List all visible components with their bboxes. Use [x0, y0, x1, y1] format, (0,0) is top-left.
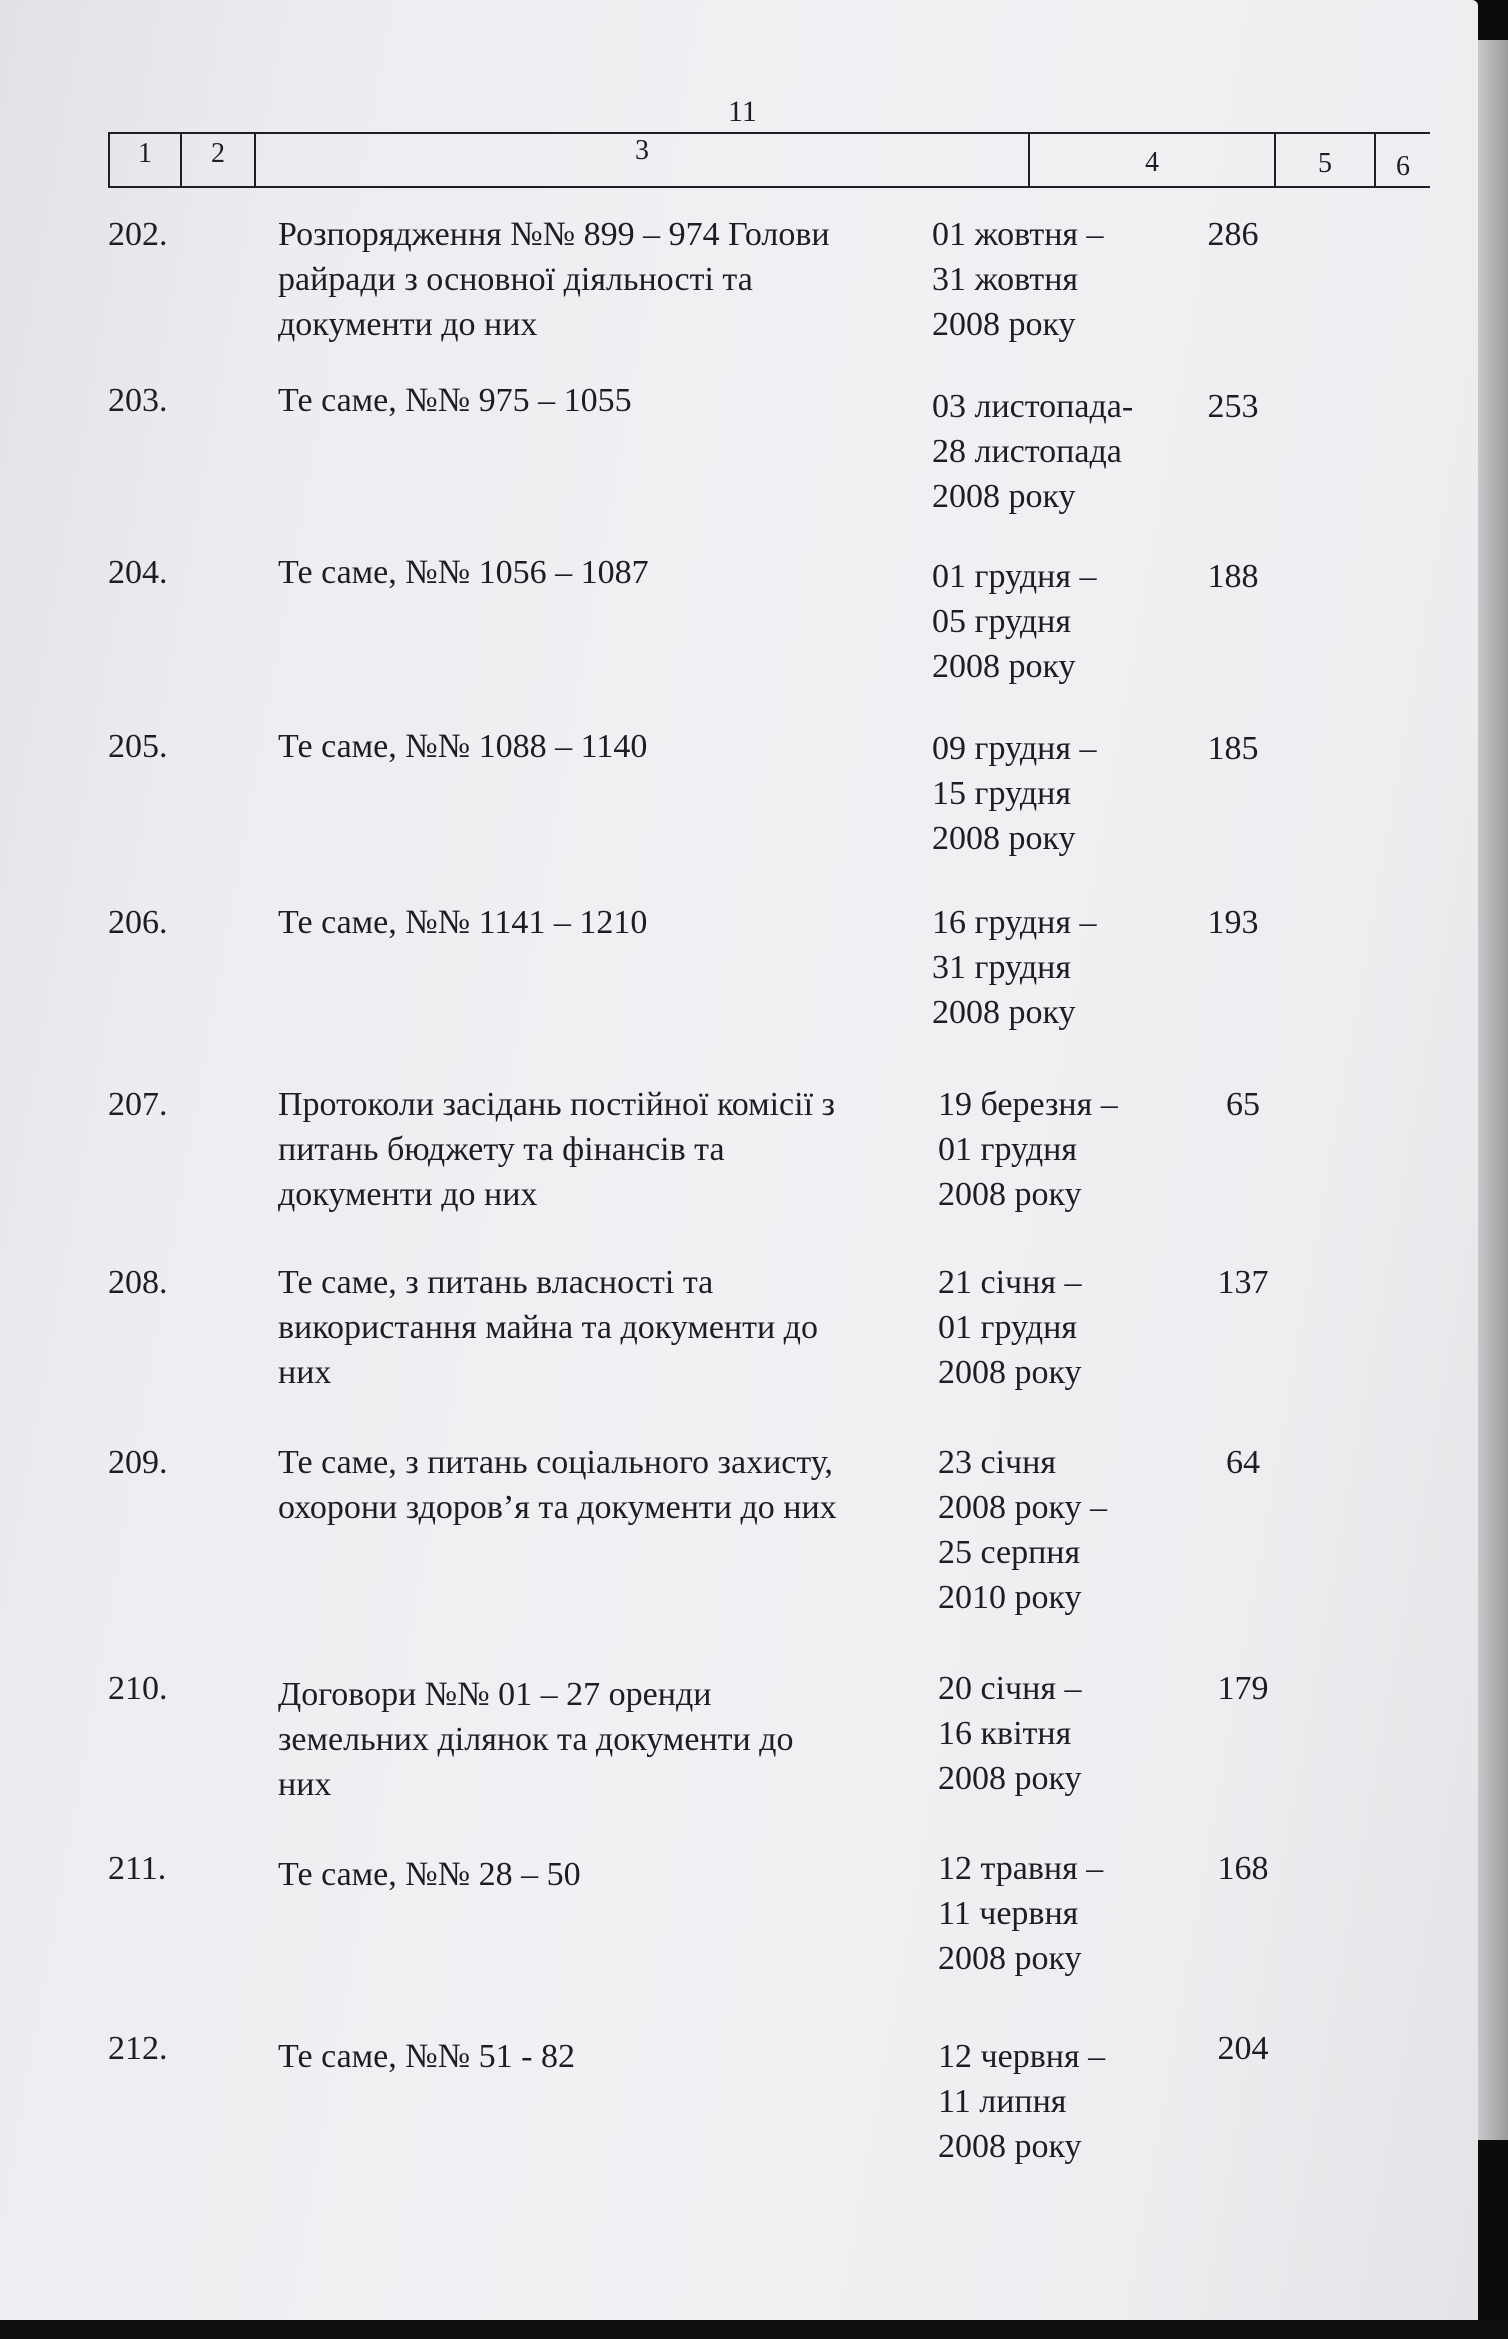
- row-title-line: охорони здоров’я та документи до них: [278, 1489, 837, 1526]
- row-date-line: 23 січня: [938, 1444, 1056, 1481]
- row-date-line: 2008 року –: [938, 1489, 1108, 1526]
- row-dates: [932, 384, 1172, 519]
- row-date-line: 01 жовтня –: [932, 216, 1104, 253]
- row-count: 65: [1226, 1086, 1260, 1123]
- row-count: 204: [1217, 2030, 1269, 2067]
- row-number: 206.: [108, 904, 168, 941]
- row-number: 208.: [108, 1264, 168, 1301]
- row-title-line: Те саме, №№ 1088 – 1140: [278, 728, 648, 765]
- row-date-line: 2008 року: [938, 1760, 1082, 1797]
- row-count: 137: [1217, 1264, 1269, 1301]
- row-title: [278, 724, 918, 769]
- row-count: 286: [1207, 216, 1259, 253]
- row-number: 212.: [108, 2030, 168, 2067]
- row-title: [278, 1440, 918, 1530]
- header-col-3: 3: [256, 134, 1030, 186]
- row-dates: [938, 1440, 1178, 1620]
- row-date-line: 01 грудня: [938, 1131, 1077, 1168]
- row-date-line: 28 листопада: [932, 433, 1122, 470]
- row-title-line: Те саме, №№ 975 – 1055: [278, 382, 632, 419]
- row-dates: [938, 1260, 1178, 1395]
- row-title: [278, 2034, 918, 2079]
- row-dates: [932, 554, 1172, 689]
- row-dates: [932, 726, 1172, 861]
- row-date-line: 16 квітня: [938, 1715, 1072, 1752]
- row-dates: [938, 1666, 1178, 1801]
- row-count: 64: [1226, 1444, 1260, 1481]
- row-number: 202.: [108, 216, 168, 253]
- row-number: 203.: [108, 382, 168, 419]
- page-number: 11: [728, 95, 757, 128]
- row-title-line: райради з основної діяльності та: [278, 261, 753, 298]
- row-date-line: 15 грудня: [932, 775, 1071, 812]
- row-title-line: Договори №№ 01 – 27 оренди: [278, 1676, 712, 1713]
- row-date-line: 11 червня: [938, 1895, 1079, 1932]
- row-date-line: 03 листопада-: [932, 388, 1134, 425]
- row-number: 205.: [108, 728, 168, 765]
- row-count: 253: [1207, 388, 1259, 425]
- row-date-line: 05 грудня: [932, 603, 1071, 640]
- row-title-line: Протоколи засідань постійної комісії з: [278, 1086, 835, 1123]
- row-count: 193: [1207, 904, 1259, 941]
- row-date-line: 19 березня –: [938, 1086, 1118, 1123]
- row-title-line: Те саме, №№ 28 – 50: [278, 1856, 581, 1893]
- row-title: [278, 900, 918, 945]
- row-date-line: 16 грудня –: [932, 904, 1097, 941]
- row-date-line: 25 серпня: [938, 1534, 1081, 1571]
- row-title: [278, 212, 918, 347]
- row-date-line: 2008 року: [932, 820, 1076, 857]
- row-title: [278, 1082, 918, 1217]
- page-edge-shadow: [1478, 40, 1508, 2140]
- row-date-line: 12 травня –: [938, 1850, 1104, 1887]
- header-col-5: 5: [1276, 134, 1376, 186]
- row-date-line: 01 грудня: [938, 1309, 1077, 1346]
- row-title-line: Те саме, №№ 51 - 82: [278, 2038, 575, 2075]
- row-dates: [938, 1082, 1178, 1217]
- row-title: [278, 1672, 918, 1807]
- row-date-line: 2008 року: [938, 1176, 1082, 1213]
- header-col-1: 1: [110, 134, 182, 186]
- header-col-6: 6: [1396, 151, 1410, 182]
- row-dates: [932, 212, 1172, 347]
- row-date-line: 2008 року: [932, 994, 1076, 1031]
- row-date-line: 2008 року: [932, 648, 1076, 685]
- row-date-line: 01 грудня –: [932, 558, 1097, 595]
- row-count: 179: [1217, 1670, 1269, 1707]
- row-title-line: Те саме, №№ 1141 – 1210: [278, 904, 648, 941]
- row-title-line: них: [278, 1766, 332, 1803]
- row-title-line: Те саме, №№ 1056 – 1087: [278, 554, 649, 591]
- row-title-line: питань бюджету та фінансів та: [278, 1131, 725, 1168]
- row-date-line: 09 грудня –: [932, 730, 1097, 767]
- row-date-line: 2008 року: [938, 1940, 1082, 1977]
- row-title-line: Розпорядження №№ 899 – 974 Голови: [278, 216, 830, 253]
- row-title: [278, 378, 918, 423]
- row-title: [278, 1260, 918, 1395]
- header-col-4: 4: [1030, 134, 1276, 186]
- row-title-line: земельних ділянок та документи до: [278, 1721, 794, 1758]
- row-title: [278, 1852, 918, 1897]
- row-title-line: них: [278, 1354, 332, 1391]
- row-number: 207.: [108, 1086, 168, 1123]
- row-date-line: 12 червня –: [938, 2038, 1106, 2075]
- row-date-line: 2008 року: [938, 2128, 1082, 2165]
- row-count: 168: [1217, 1850, 1269, 1887]
- row-count: 188: [1207, 558, 1259, 595]
- row-number: 210.: [108, 1670, 168, 1707]
- row-dates: [938, 1846, 1178, 1981]
- row-number: 209.: [108, 1444, 168, 1481]
- row-dates: [932, 900, 1172, 1035]
- background-strip: [0, 2320, 1508, 2339]
- row-date-line: 2008 року: [938, 1354, 1082, 1391]
- row-title-line: Те саме, з питань соціального захисту,: [278, 1444, 833, 1481]
- row-title-line: документи до них: [278, 306, 538, 343]
- row-dates: [938, 2034, 1178, 2169]
- row-date-line: 2008 року: [932, 478, 1076, 515]
- row-count: 185: [1207, 730, 1259, 767]
- row-date-line: 11 липня: [938, 2083, 1067, 2120]
- row-number: 204.: [108, 554, 168, 591]
- row-date-line: 20 січня –: [938, 1670, 1082, 1707]
- header-col-2: 2: [182, 134, 256, 186]
- row-date-line: 31 жовтня: [932, 261, 1079, 298]
- row-title-line: Те саме, з питань власності та: [278, 1264, 714, 1301]
- table-header: [108, 132, 1430, 188]
- row-date-line: 2008 року: [932, 306, 1076, 343]
- row-title-line: документи до них: [278, 1176, 538, 1213]
- row-date-line: 2010 року: [938, 1579, 1082, 1616]
- row-date-line: 21 січня –: [938, 1264, 1082, 1301]
- row-title: [278, 550, 918, 595]
- row-date-line: 31 грудня: [932, 949, 1071, 986]
- row-title-line: використання майна та документи до: [278, 1309, 818, 1346]
- row-number: 211.: [108, 1850, 167, 1887]
